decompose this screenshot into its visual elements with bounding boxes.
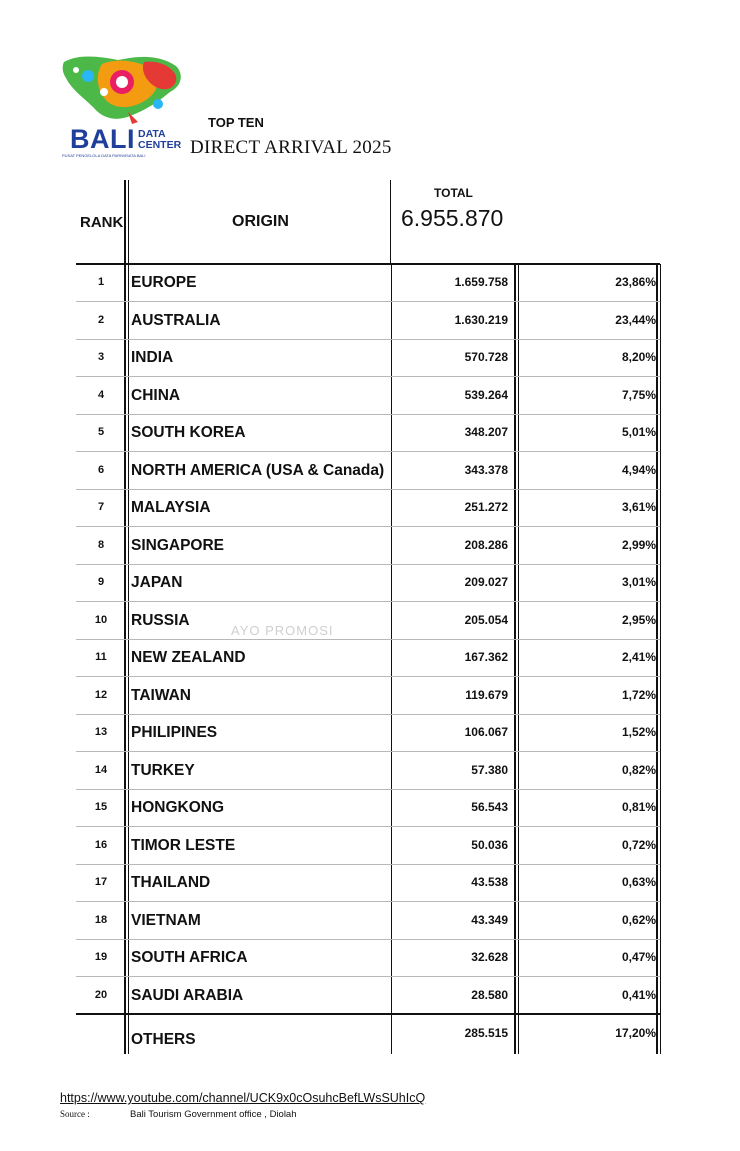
table-row — [76, 752, 660, 789]
table-row — [76, 527, 660, 564]
value-cell: 343.378 — [464, 462, 508, 477]
rank-cell: 15 — [94, 801, 108, 813]
table-row — [76, 414, 660, 451]
table-divider — [390, 180, 391, 264]
rank-cell: 6 — [97, 463, 105, 476]
percent-cell: 0,41% — [621, 987, 656, 1002]
origin-cell: NEW ZEALAND — [131, 649, 246, 666]
rank-cell: 5 — [97, 426, 105, 438]
total-value: 6.955.870 — [401, 205, 504, 231]
table-row — [76, 377, 660, 414]
value-cell: 205.054 — [464, 612, 508, 627]
percent-cell: 2,99% — [621, 537, 656, 552]
origin-cell: THAILAND — [131, 874, 211, 891]
origin-cell: TAIWAN — [131, 686, 191, 704]
origin-cell: TURKEY — [131, 761, 195, 779]
rank-cell: 17 — [94, 876, 108, 888]
table-row — [76, 452, 660, 489]
table-row — [76, 489, 660, 526]
value-cell: 1.630.219 — [454, 312, 508, 327]
rank-cell: 8 — [97, 538, 105, 551]
percent-cell: 23,86% — [615, 275, 656, 289]
table-row — [76, 902, 660, 939]
percent-cell: 0,72% — [621, 837, 656, 852]
rank-cell: 16 — [94, 838, 108, 851]
value-cell: 570.728 — [464, 350, 508, 364]
percent-cell: 0,47% — [621, 950, 656, 964]
watermark: AYO PROMOSI — [231, 623, 334, 638]
origin-cell: HONGKONG — [131, 799, 224, 816]
percent-cell: 3,01% — [621, 575, 656, 589]
logo-subtitle-line1: DATA — [138, 128, 166, 140]
percent-cell: 2,95% — [621, 612, 656, 627]
origin-column-header: ORIGIN — [232, 213, 289, 230]
table-row — [76, 302, 660, 339]
table-divider — [660, 264, 661, 1054]
source-link[interactable]: https://www.youtube.com/channel/UCK9x0cOsuhcBefLWsSUhIcQ — [60, 1091, 426, 1105]
table-row — [76, 714, 660, 751]
rank-cell: 14 — [94, 763, 108, 776]
value-cell: 251.272 — [464, 500, 508, 514]
rank-cell: 7 — [97, 501, 105, 513]
logo-subtitle-line2: CENTER — [138, 139, 182, 151]
rank-column-header: RANK — [80, 214, 124, 231]
origin-cell: VIETNAM — [131, 911, 201, 929]
top-ten-label: TOP TEN — [208, 115, 264, 130]
logo-subtitle — [138, 129, 181, 151]
percent-cell: 3,61% — [621, 500, 656, 514]
percent-cell: 0,81% — [621, 800, 656, 814]
rank-cell: 18 — [94, 913, 108, 926]
table-row — [76, 827, 660, 864]
origin-cell: SAUDI ARABIA — [131, 986, 244, 1004]
origin-cell: SOUTH KOREA — [131, 424, 246, 441]
percent-cell: 8,20% — [621, 350, 656, 364]
others-value: 285.515 — [464, 1026, 508, 1040]
logo-brand: BALI — [70, 124, 135, 154]
rank-cell: 10 — [94, 613, 108, 626]
value-cell: 106.067 — [464, 725, 508, 739]
origin-cell: RUSSIA — [131, 611, 190, 629]
table-row — [76, 602, 660, 639]
percent-cell: 1,72% — [621, 687, 656, 702]
percent-cell: 7,75% — [621, 387, 656, 402]
rank-cell: 12 — [94, 688, 108, 701]
value-cell: 28.580 — [471, 987, 508, 1002]
table-row — [76, 264, 660, 301]
origin-cell: MALAYSIA — [131, 499, 211, 516]
rank-cell: 20 — [94, 988, 108, 1001]
source-text: Bali Tourism Government office , Diolah — [130, 1109, 297, 1120]
rank-cell: 11 — [95, 651, 107, 663]
value-cell: 348.207 — [464, 425, 508, 439]
origin-cell: JAPAN — [131, 574, 183, 591]
value-cell: 119.679 — [465, 687, 508, 702]
value-cell: 32.628 — [471, 950, 508, 964]
others-origin: OTHERS — [131, 1031, 196, 1048]
percent-cell: 0,62% — [621, 912, 656, 927]
value-cell: 167.362 — [464, 650, 508, 664]
value-cell: 1.659.758 — [454, 275, 508, 289]
origin-cell: PHILIPINES — [131, 724, 218, 741]
value-cell: 208.286 — [464, 537, 508, 552]
table-row — [76, 564, 660, 601]
bali-data-center-logo — [58, 52, 188, 162]
percent-cell: 4,94% — [621, 462, 656, 477]
value-cell: 57.380 — [471, 762, 508, 777]
origin-cell: EUROPE — [131, 274, 197, 291]
origin-cell: SOUTH AFRICA — [131, 949, 248, 966]
table-row — [76, 639, 660, 676]
value-cell: 43.349 — [471, 912, 508, 927]
origin-cell: CHINA — [131, 386, 181, 404]
rank-cell: 2 — [97, 313, 105, 326]
value-cell: 209.027 — [464, 575, 508, 589]
table-row — [76, 939, 660, 976]
origin-cell: INDIA — [131, 349, 174, 366]
percent-cell: 5,01% — [621, 425, 656, 439]
others-percent: 17,20% — [615, 1026, 656, 1040]
rank-cell: 1 — [97, 276, 105, 288]
table-row — [76, 339, 660, 376]
table-row — [76, 977, 660, 1014]
origin-cell: TIMOR LESTE — [131, 836, 236, 854]
origin-cell: SINGAPORE — [131, 536, 225, 554]
bali-island-icon — [58, 52, 188, 127]
logo-tagline: PUSAT PENGELOLA DATA PARIWISATA BALI — [62, 153, 146, 158]
value-cell: 43.538 — [471, 875, 508, 889]
rank-cell: 19 — [94, 951, 108, 963]
source-label: Source : — [60, 1109, 90, 1119]
value-cell: 539.264 — [464, 387, 508, 402]
value-cell: 50.036 — [471, 837, 508, 852]
percent-cell: 0,63% — [621, 875, 656, 889]
percent-cell: 0,82% — [621, 762, 656, 777]
rank-cell: 9 — [97, 576, 105, 588]
rank-cell: 13 — [94, 726, 108, 738]
table-row — [76, 789, 660, 826]
total-column-header: TOTAL — [434, 186, 473, 200]
value-cell: 56.543 — [471, 800, 508, 814]
rank-cell: 4 — [97, 388, 105, 401]
percent-cell: 1,52% — [621, 725, 656, 739]
percent-cell: 2,41% — [621, 650, 656, 664]
page-title: DIRECT ARRIVAL 2025 — [190, 137, 392, 158]
percent-cell: 23,44% — [615, 312, 656, 327]
table-row — [76, 677, 660, 714]
rank-cell: 3 — [97, 351, 105, 363]
origin-cell: NORTH AMERICA (USA & Canada) — [131, 461, 385, 479]
table-row — [76, 864, 660, 901]
origin-cell: AUSTRALIA — [131, 311, 221, 329]
